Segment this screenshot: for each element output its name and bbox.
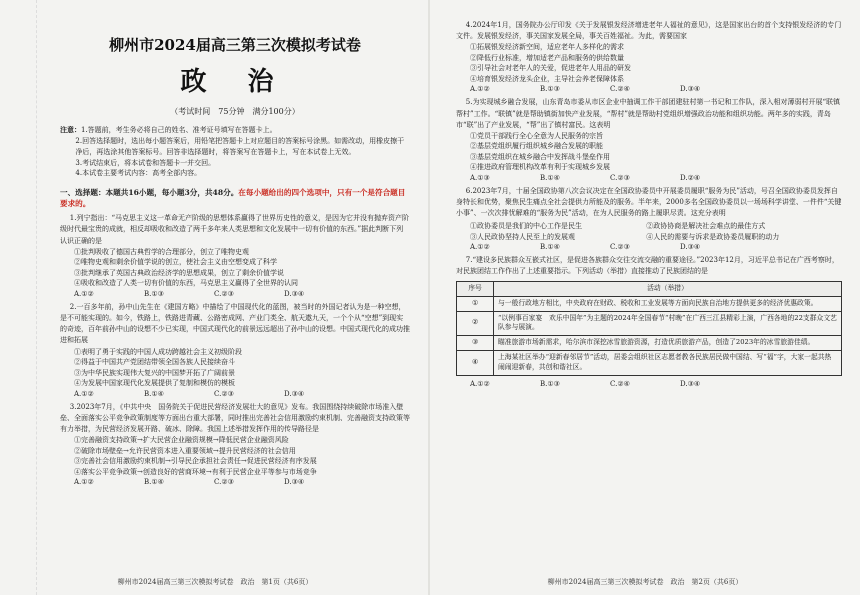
choice-d: D.③④ <box>680 242 701 251</box>
choice-d: D.③④ <box>284 389 305 398</box>
question-2-option: ④为发展中国家现代化发展提供了复制和模仿的模板 <box>74 379 235 388</box>
question-5-choices <box>470 174 842 182</box>
table-cell: 瞄准旅游市场新需求，哈尔滨市深挖冰雪旅游资源，打造优质旅游产品，创造了2023年的冰雪旅游佳绩。 <box>494 336 842 351</box>
choice-b: B.①④ <box>144 389 164 398</box>
choice-a: A.①② <box>470 242 490 251</box>
question-1-choices <box>74 290 410 298</box>
question-3-option: ③完善社会信用激励约束机制→引导民企承担社会责任→促进民营经济有序发展 <box>74 457 317 466</box>
notes-label: 注意： <box>60 125 81 134</box>
choice-d: D.③④ <box>284 289 305 298</box>
note-2: 2.回答选择题时，选出每小题答案后，用铅笔把答题卡上对应题目的答案标号涂黑。如需改动，用橡皮擦干净后，再选涂其他答案标号。回答非选择题时，将答案写在答题卡上，写在本试卷上无效。 <box>75 136 405 156</box>
question-6-choices <box>470 243 842 251</box>
page-2 <box>430 0 860 595</box>
choice-c: C.②③ <box>214 478 234 487</box>
question-1-option: ③批判继承了英国古典政治经济学的思想成果，创立了剩余价值学说 <box>74 268 284 277</box>
exam-info: （考试时间 75分钟 满分100分） <box>170 107 300 116</box>
choice-a: A.①③ <box>470 173 490 182</box>
subject-title: 政 治 <box>180 67 290 97</box>
choice-d: D.②④ <box>680 173 701 182</box>
question-3-stem: 3.2023年7月，《中共中央 国务院关于促进民营经济发展壮大的意见》发布。我国围绕持续破除市场准入壁垒、全面落实公平竞争政策制度等方面出台重大部署，同时推出完善社会信用激励约束机制、完善融资支持政策等有力举措，为民营经济发展开路、破冰、除障。我国上述举措发挥作用的传导路径是 <box>60 402 410 433</box>
question-4-option: ④培育银发经济龙头企业，主导社会养老保障体系 <box>470 74 624 83</box>
table-cell: 与一般行政地方相比，中央政府在财政、税收和工业发展等方面向民族自治地方提供更多的经济优惠政策。 <box>494 296 842 311</box>
choice-a: A.①② <box>74 389 94 398</box>
table-cell: 上海某社区举办“迎新春邻居节”活动，居委会组织社区志愿者教各民族居民做中国结、写“福”字，大家一起共热闹闹迎新春，共创和谐社区。 <box>494 351 842 376</box>
choice-c: C.②③ <box>610 242 630 251</box>
question-5-option: ①党员干部践行全心全意为人民服务的宗旨 <box>470 131 603 140</box>
question-2-option: ①表明了勇于实践的中国人成功跨越社会主义初级阶段 <box>74 347 242 356</box>
activity-table <box>456 281 842 376</box>
choice-a: A.①② <box>470 379 490 388</box>
choice-b: B.①③ <box>540 379 560 388</box>
table-cell: ④ <box>457 351 494 376</box>
choice-c: C.②③ <box>214 389 234 398</box>
choice-b: B.①④ <box>144 478 164 487</box>
question-2-choices <box>74 390 410 398</box>
question-6-option: ④人民的需要与诉求是政协委员履职的动力 <box>646 232 780 241</box>
section-main: 一、选择题：本题共16小题，每小题3分，共48分。 <box>60 188 239 198</box>
table-row <box>457 351 842 376</box>
choice-c: C.②④ <box>610 379 630 388</box>
choice-b: B.①③ <box>540 85 560 94</box>
question-3-option: ①完善融资支持政策→扩大民营企业融资规模→降低民营企业融资风险 <box>74 436 289 445</box>
exam-title: 柳州市2024届高三第三次模拟考试卷 <box>109 36 361 54</box>
question-1-stem: 1.列宁指出：“马克思主义这一革命无产阶级的思想体系赢得了世界历史性的意义，是因为它并没有抛弃资产阶级时代最宝贵的成就，相反却吸收和改造了两千多年来人类思想和文化发展中一切有价值的东西。”据此判断下列认识正确的是 <box>60 214 410 245</box>
table-header: 序号 <box>457 281 494 296</box>
table-header-row <box>457 281 842 296</box>
question-5-option: ②基层党组织履行组织城乡融合发展的职能 <box>470 142 603 151</box>
question-3-choices <box>74 478 410 486</box>
section-requirement: 在每小题给出的四个选项中，只有一个是符合题目要求的。 <box>60 188 406 209</box>
question-6-option: ③人民政协坚持人民至上的发展观 <box>470 232 575 241</box>
instructions <box>60 125 410 179</box>
choice-c: C.②③ <box>214 289 234 298</box>
note-3: 3.考试结束后，将本试卷和答题卡一并交回。 <box>75 158 216 167</box>
choice-d: D.③④ <box>680 379 701 388</box>
table-cell: ② <box>457 311 494 336</box>
question-3-option: ④落实公平竞争政策→创造良好的营商环境→有利于民营企业平等参与市场竞争 <box>74 467 317 476</box>
question-1-option: ①批判吸收了德国古典哲学的合理部分，创立了唯物史观 <box>74 247 249 256</box>
choice-a: A.①② <box>74 478 94 487</box>
question-1-option: ②唯物史观和剩余价值学说的创立，使社会主义由空想变成了科学 <box>74 258 277 267</box>
question-4-choices <box>470 85 842 93</box>
question-6-stem: 6.2023年7月，十届全国政协第八次会议决定在全国政协委员中开展委员履职“服务为民”活动，号召全国政协委员发挥自身特长和优势，聚焦民生痛点全社会提供力所能及的服务。半年来，2000多名全国政协委员以一场场科学讲堂、一件件“关键小事”、一次次排忧解难的“服务为民”活动，在为人民服务的路上履职尽责。这充分表明 <box>456 186 842 218</box>
question-6-option-row <box>470 221 842 231</box>
question-5-option: ④推进政府管理机构改革有利于实现城乡发展 <box>470 163 610 172</box>
question-6-option: ①政协委员是我们的中心工作是民生 <box>470 221 582 230</box>
question-2-stem: 2.一百多年前，孙中山先生在《建国方略》中描绘了中国现代化的蓝图，被当时的外国记者认为是一种空想，是不可能实现的。如今，铁路上，铁路进青藏、公路密成网、产业门类全、航天遨九天，一个个从“空想”到现实的奇迹，百年前孙中山的设想不少已实现，中国式现代化的前景远远超出了孙中山的设想。中国式现代化的成功推进和拓展 <box>60 302 410 345</box>
table-row <box>457 311 842 336</box>
question-4-option: ①拓展银发经济新空间，适应老年人多样化的需求 <box>470 43 624 52</box>
table-row <box>457 336 842 351</box>
question-5-stem: 5.为实现城乡融合发展，山东青岛市委从市区企业中抽调工作干部团建驻村第一书记和工作队，深入相对薄弱村开展“联镇帮村”工作。“联镇”就是帮助镇街加快产业发展，“帮村”就是帮助村党组织增强政治功能和组织功能。两年多的实践，青岛市“联”出了产业发展，“帮”出了镇村富民。这表明 <box>456 98 841 129</box>
page-footer: 柳州市2024届高三第三次模拟考试卷 政治 第2页（共6页） <box>547 578 743 586</box>
question-3-option: ②破除市场壁垒→允许民营资本进入重要领域→提升民营经济的社会信用 <box>74 446 296 455</box>
choice-b: B.①③ <box>144 289 164 298</box>
question-1-option: ④吸收和改造了人类一切有价值的东西，马克思主义赢得了全世界的认同 <box>74 279 298 288</box>
choice-b: B.①④ <box>540 173 560 182</box>
table-header: 活动（举措） <box>494 281 842 296</box>
question-7-stem: 7.“建设多民族群众互嵌式社区，是促进各族群众交往交流交融的重要途径。”2023年12月，习近平总书记在广西考察时，对民族团结工作作出了上述重要指示。下列活动（举措）直接推动了民族团结的是 <box>456 255 839 275</box>
choice-a: A.①② <box>74 289 94 298</box>
question-5-option: ③基层党组织在城乡融合中发挥战斗堡垒作用 <box>470 152 610 161</box>
note-1: 1.答题前，考生务必将自己的姓名、准考证号填写在答题卡上。 <box>81 126 277 134</box>
choice-b: B.①④ <box>540 242 560 251</box>
section-heading <box>60 187 410 209</box>
question-2-option: ③为中华民族实现伟大复兴的中国梦开拓了广阔前景 <box>74 368 235 377</box>
note-4: 4.本试卷主要考试内容：高考全部内容。 <box>75 169 202 178</box>
table-cell: ③ <box>457 336 494 351</box>
table-cell: “以例事百家宴 欢乐中国年”为主题的2024年全国春节“村晚”在广西三江县精彩上演，广西各地的22支群众文艺队参与展演。 <box>494 311 842 336</box>
table-row <box>457 296 842 311</box>
choice-d: D.③④ <box>284 478 305 487</box>
choice-c: C.②④ <box>610 85 630 94</box>
choice-c: C.②③ <box>610 173 630 182</box>
choice-a: A.①② <box>470 85 490 94</box>
question-4-stem: 4.2024年1月，国务院办公厅印发《关于发展银发经济增进老年人福祉的意见》，这是国家出台的首个支持银发经济的专门文件。发展银发经济，事关国家发展全局，事关百姓福祉。为此，需要国家 <box>456 21 842 41</box>
choice-d: D.③④ <box>680 85 701 94</box>
page-footer: 柳州市2024届高三第三次模拟考试卷 政治 第1页（共6页） <box>117 578 313 586</box>
question-4-option: ③引导社会对老年人的关爱，促进老年人用品的研发 <box>470 64 631 73</box>
question-4-option: ②降低行业标准，增加适老产品和服务的供给数量 <box>470 53 624 62</box>
question-6-option: ②政协协商是解决社会难点的最佳方式 <box>646 221 766 230</box>
table-cell: ① <box>457 296 494 311</box>
question-2-option: ②得益于中国共产党团结带领全国各族人民接续奋斗 <box>74 358 235 367</box>
question-7-choices <box>470 380 842 388</box>
question-6-option-row <box>470 232 842 242</box>
